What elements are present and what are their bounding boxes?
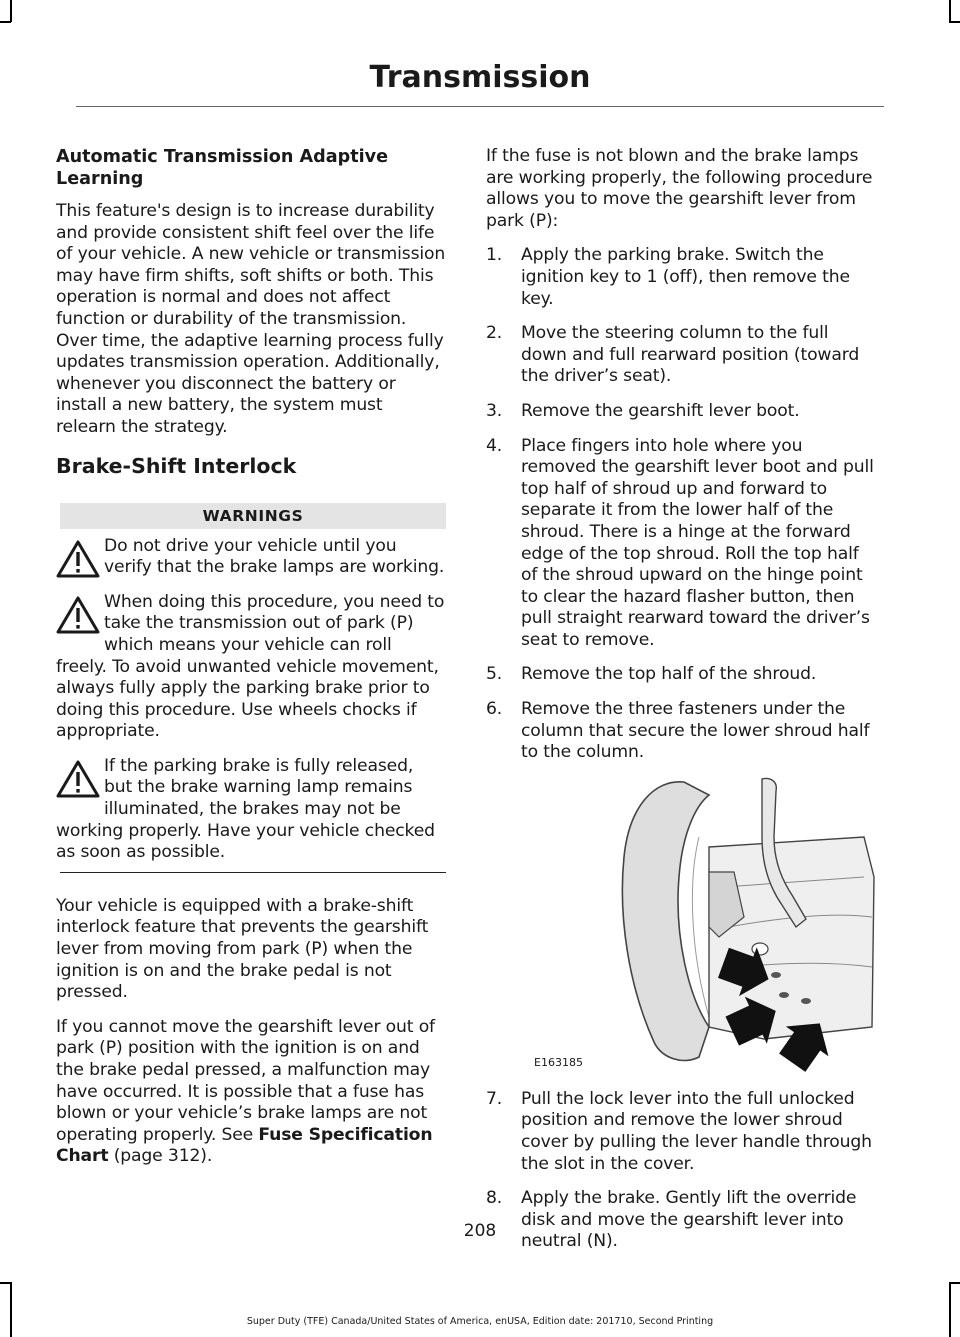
warning-triangle-icon (56, 596, 100, 634)
step-text: Place fingers into hole where you removed the gearshift lever boot and pull top half of shroud up and forward to separate it from the lower half of the shroud. There is a hinge at the forward edge of the top shroud. Roll the top half of the shroud upward on the hinge point to clear the hazard flasher button, then pull straight rearward toward the driver’s seat to remove. (521, 435, 874, 650)
warning-item (56, 536, 446, 579)
page-number: 208 (463, 1221, 497, 1241)
brake-shift-interlock-heading: Brake-Shift Interlock (56, 453, 297, 478)
step-text: Apply the brake. Gently lift the override disk and move the gearshift lever into neutral (N). (521, 1188, 857, 1252)
interlock-description: Your vehicle is equipped with a brake-shift interlock feature that prevents the gearshift lever from moving from park (P) when the ignition is on and the brake pedal is not pressed. (56, 895, 429, 1003)
warning-text: If the parking brake is fully released, but the brake warning lamp remains illuminated, the brakes may not be working properly. Have your vehicle checked as soon as possible. (56, 755, 435, 863)
procedure-step (486, 1089, 879, 1175)
right-column (486, 146, 879, 1266)
step-text: Apply the parking brake. Switch the ignition key to 1 (off), then remove the key. (521, 245, 850, 309)
warning-text: When doing this procedure, you need to take the transmission out of park (P) which means your vehicle can roll freely. To avoid unwanted vehicle movement, always fully apply the parking brake prior to doing this procedure. Use wheels chocks if appropriate. (56, 591, 445, 742)
procedure-step (486, 436, 879, 652)
header-divider (76, 106, 884, 107)
fuse-chart-page-ref: (page 312). (113, 1146, 213, 1167)
step-number: 4. (486, 435, 503, 456)
steering-column-illustration (534, 777, 878, 1073)
steering-column-drawing (534, 777, 878, 1073)
page-title: Transmission (369, 60, 591, 95)
warning-triangle-icon (56, 540, 100, 578)
warning-item (56, 756, 446, 864)
footer-edition-info: Super Duty (TFE) Canada/United States of America, enUSA, Edition date: 201710, Second Printing (246, 1316, 714, 1327)
crop-mark (10, 1282, 12, 1337)
adaptive-learning-text: This feature's design is to increase durability and provide consistent shift feel over the life of your vehicle. A new vehicle or transmission may have firm shifts, soft shifts or both. This operation is normal and does not affect function or durability of the transmission. Over time, the adaptive learning process fully updates transmission operation. Additionally, whenever you disconnect the battery or install a new battery, the system must relearn the strategy. (56, 201, 446, 437)
procedure-step (486, 401, 879, 423)
procedure-step (486, 699, 879, 764)
left-column (56, 146, 446, 1181)
step-number: 6. (486, 699, 503, 720)
step-number: 3. (486, 400, 503, 421)
step-number: 5. (486, 664, 503, 685)
step-number: 7. (486, 1088, 503, 1109)
crop-mark (10, 0, 12, 22)
procedure-step (486, 323, 879, 388)
procedure-steps (486, 245, 879, 763)
crop-mark (949, 1282, 960, 1284)
crop-mark (0, 21, 11, 23)
fuse-chart-link[interactable]: Fuse Specification Chart (56, 1124, 433, 1167)
figure-code: E163185 (534, 1055, 583, 1069)
procedure-step (486, 664, 879, 686)
warnings-header: WARNINGS (60, 503, 446, 529)
step-number: 2. (486, 323, 503, 344)
adaptive-learning-heading: Automatic Transmission Adaptive Learning (56, 147, 389, 189)
procedure-intro: If the fuse is not blown and the brake lamps are working properly, the following procedure allows you to move the gearshift lever from park (P): (486, 146, 873, 231)
malfunction-paragraph (56, 1017, 446, 1168)
malfunction-text: If you cannot move the gearshift lever out of park (P) position with the ignition is on and the brake pedal pressed, a malfunction may have occurred. It is possible that a fuse has blown or your vehicle’s brake lamps are not operating properly. See (56, 1016, 435, 1145)
step-text: Remove the gearshift lever boot. (521, 400, 800, 421)
step-text: Remove the top half of the shroud. (521, 664, 817, 685)
warning-text: Do not drive your vehicle until you verify that the brake lamps are working. (104, 535, 445, 578)
step-text: Remove the three fasteners under the column that secure the lower shroud half to the column. (521, 699, 870, 763)
step-number: 8. (486, 1188, 503, 1209)
crop-mark (949, 21, 960, 23)
procedure-step (486, 245, 879, 310)
crop-mark (949, 0, 951, 22)
step-text: Pull the lock lever into the full unlocked position and remove the lower shroud cover by pulling the lever handle through the slot in the cover. (521, 1088, 872, 1174)
step-text: Move the steering column to the full down and full rearward position (toward the driver’s seat). (521, 323, 860, 387)
warnings-end-divider (60, 872, 446, 873)
step-number: 1. (486, 245, 503, 266)
crop-mark (0, 1282, 11, 1284)
crop-mark (949, 1282, 951, 1337)
warning-item (56, 592, 446, 743)
warning-triangle-icon (56, 760, 100, 798)
